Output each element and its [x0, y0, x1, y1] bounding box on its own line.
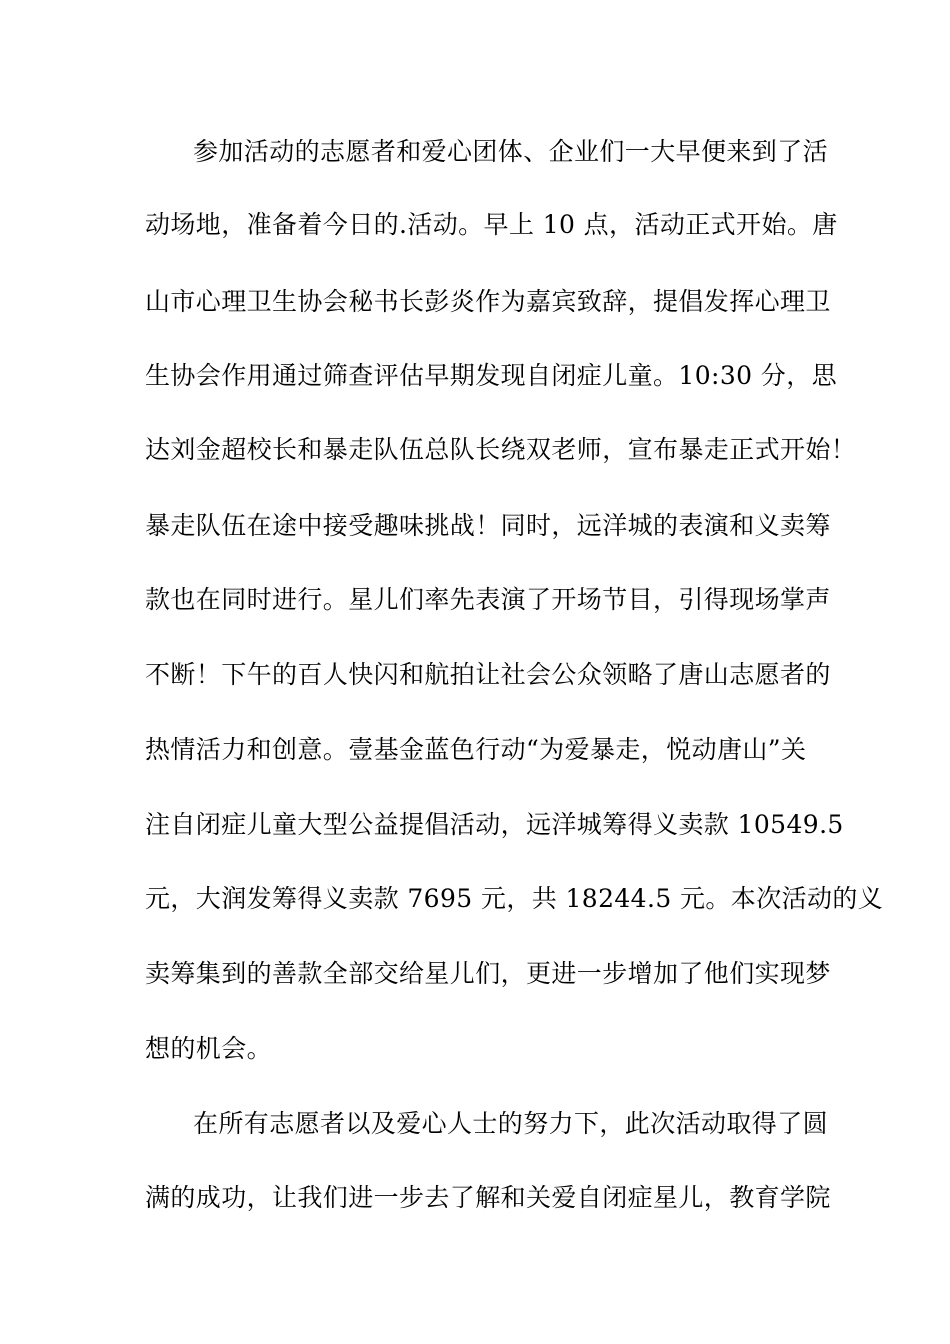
text-line: 生协会作用通过筛查评估早期发现自闭症儿童。10:30 分，思 [145, 361, 837, 390]
text-line: 山市心理卫生协会秘书长彭炎作为嘉宾致辞，提倡发挥心理卫 [145, 287, 831, 316]
text-line: 在所有志愿者以及爱心人士的努力下，此次活动取得了圆 [193, 1109, 829, 1138]
text-line: 注自闭症儿童大型公益提倡活动，远洋城筹得义卖款 10549.5 [145, 810, 844, 839]
text-line: 款也在同时进行。星儿们率先表演了开场节目，引得现场掌声 [145, 585, 831, 614]
text-line: 卖筹集到的善款全部交给星儿们，更进一步增加了他们实现梦 [145, 959, 831, 988]
text-line: 暴走队伍在途中接受趣味挑战！同时，远洋城的表演和义卖筹 [145, 511, 831, 540]
text-line: 元，大润发筹得义卖款 7695 元，共 18244.5 元。本次活动的义 [145, 884, 884, 913]
text-line: 想的机会。 [145, 1034, 273, 1063]
text-line: 热情活力和创意。壹基金蓝色行动“为爱暴走，悦动唐山”关 [145, 735, 807, 764]
text-line: 不断！下午的百人快闪和航拍让社会公众领略了唐山志愿者的 [145, 660, 831, 689]
text-line: 满的成功，让我们进一步去了解和关爱自闭症星儿，教育学院 [145, 1183, 831, 1212]
text-line: 达刘金超校长和暴走队伍总队长绕双老师，宣布暴走正式开始！ [145, 435, 857, 464]
text-line: 动场地，准备着今日的.活动。早上 10 点，活动正式开始。唐 [145, 210, 838, 239]
text-line: 参加活动的志愿者和爱心团体、企业们一大早便来到了活 [193, 137, 829, 166]
